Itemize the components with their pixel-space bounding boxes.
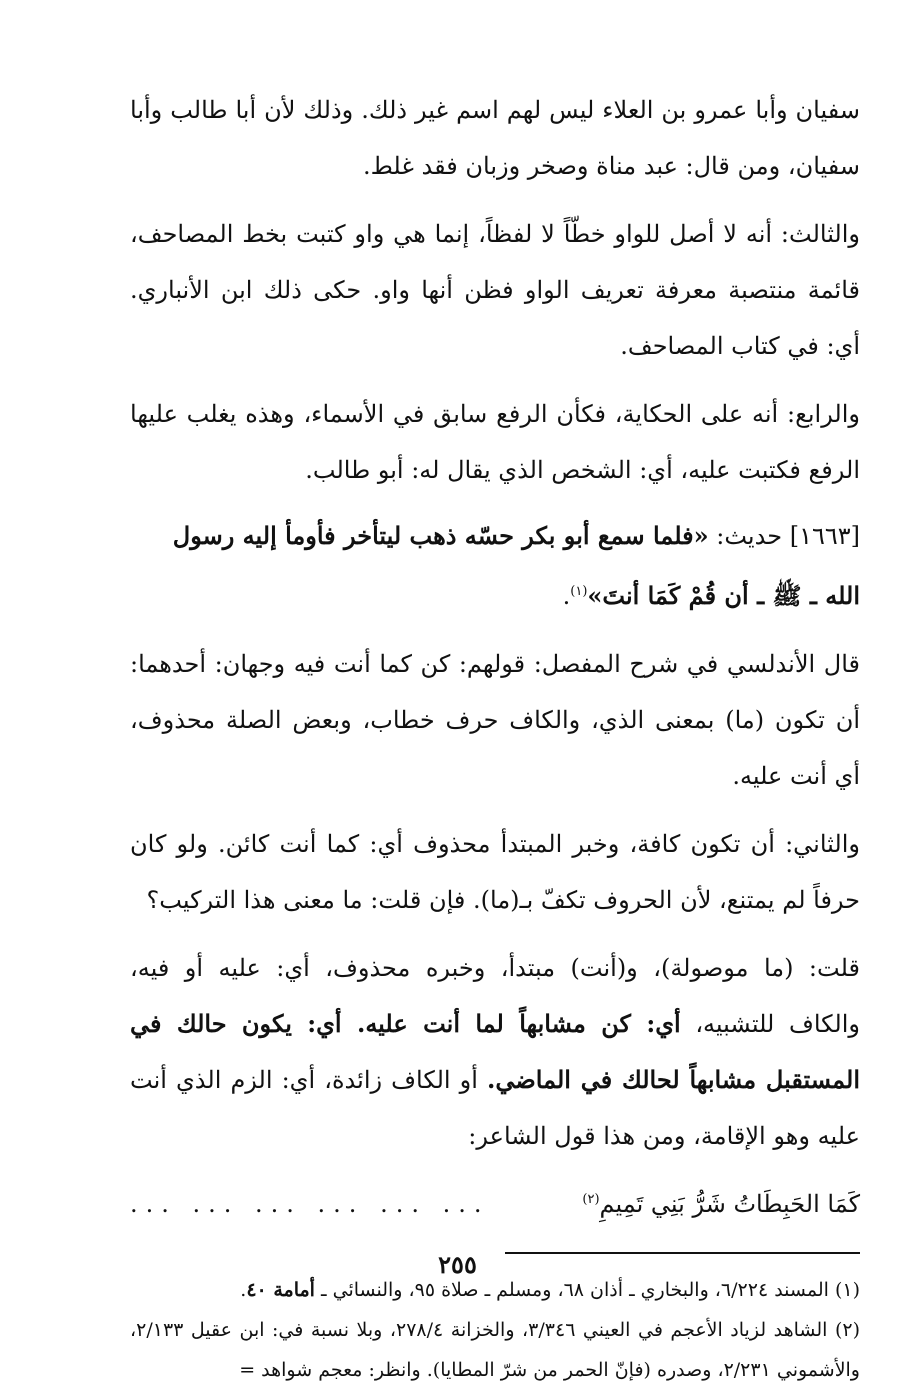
footnote-ref-2[interactable]: (٢)	[582, 1192, 600, 1207]
footnote-1-tail: .	[240, 1279, 247, 1301]
qult-part2: أو الكاف زائدة، أي: الزم الذي أنت عليه وهو الإقامة، ومن هذا قول الشاعر:	[130, 1066, 860, 1150]
paragraph-4: قال الأندلسي في شرح المفصل: قولهم: كن كما أنت فيه وجهان: أحدهما: أن تكون (ما) بمعنى الذي، والكاف حرف خطاب، وبعض الصلة محذوف، أي أنت عليه.	[130, 650, 860, 790]
footnote-1-text: (١) المسند ٦/٢٢٤، والبخاري ـ أذان ٦٨، ومسلم ـ صلاة ٩٥، والنسائي ـ	[321, 1279, 860, 1301]
verse-text: كَمَا الحَبِطَاتُ شَرُّ بَنِي تَمِيمِ	[599, 1190, 860, 1218]
footnote-1-bold: أمامة ٤٠	[246, 1279, 315, 1301]
hadith-text: «فلما سمع أبو بكر حسّه ذهب ليتأخر فأومأ إليه رسول الله ـ ﷺ ـ أن قُمْ كَمَا أنتَ»	[172, 521, 860, 610]
qult-part1: قلت: (ما موصولة)، و(أنت) مبتدأ، وخبره محذوف، أي: عليه أو فيه، والكاف للتشبيه،	[130, 954, 860, 1038]
footnote-2-text: (٢) الشاهد لزياد الأعجم في العيني ٣/٣٤٦، والخزانة ٢٧٨/٤، وبلا نسبة في: ابن عقيل ٢/١٣٣، والأشموني ٢/٢٣١، وصدره (فإنّ الحمر من شرّ المطايا). وانظر: معجم شواهد =	[130, 1319, 861, 1381]
qult-bold: أي: كن مشابهاً لما أنت عليه. أي: يكون حالك في المستقبل مشابهاً لحالك في الماضي.	[130, 1009, 860, 1094]
hadith-number: [١٦٦٣]	[789, 522, 860, 550]
paragraph-1: سفيان وأبا عمرو بن العلاء ليس لهم اسم غير ذلك. وذلك لأن أبا طالب وأبا سفيان، ومن قال: عبد مناة وصخر وزبان فقد غلط.	[130, 96, 860, 180]
poetry-verse	[130, 1174, 860, 1234]
verse-ellipsis: ... ... ... ... ... ...	[130, 1190, 490, 1218]
page-number: ٢٥٥	[438, 1250, 477, 1279]
paragraph-5: والثاني: أن تكون كافة، وخبر المبتدأ محذوف أي: كما أنت كائن. ولو كان حرفاً لم يمتنع، لأن الحروف تكفّ بـ(ما). فإن قلت: ما معنى هذا التركيب؟	[130, 830, 860, 914]
footnote-2	[130, 1310, 860, 1390]
paragraph-2: والثالث: أنه لا أصل للواو خطّاً لا لفظاً، إنما هي واو كتبت بخط المصاحف، قائمة منتصبة معرفة تعريف الواو فظن أنها واو. حكى ذلك ابن الأنباري. أي: في كتاب المصاحف.	[130, 220, 860, 360]
hadith-entry: [١٦٦٣] حديث: «فلما سمع أبو بكر حسّه ذهب ليتأخر فأومأ إليه رسول الله ـ ﷺ ـ أن قُمْ كَمَا أنتَ»$^{(١)}$.	[172, 521, 860, 610]
hadith-label: حديث:	[716, 522, 783, 550]
paragraph-qult	[130, 938, 860, 1164]
verse-hemistich	[582, 1190, 860, 1218]
paragraph-3: والرابع: أنه على الحكاية، فكأن الرفع سابق في الأسماء، وهذه يغلب عليها الرفع فكتبت عليه، أي: الشخص الذي يقال له: أبو طالب.	[130, 400, 861, 484]
footnote-ref-1[interactable]: (١)	[570, 584, 588, 599]
